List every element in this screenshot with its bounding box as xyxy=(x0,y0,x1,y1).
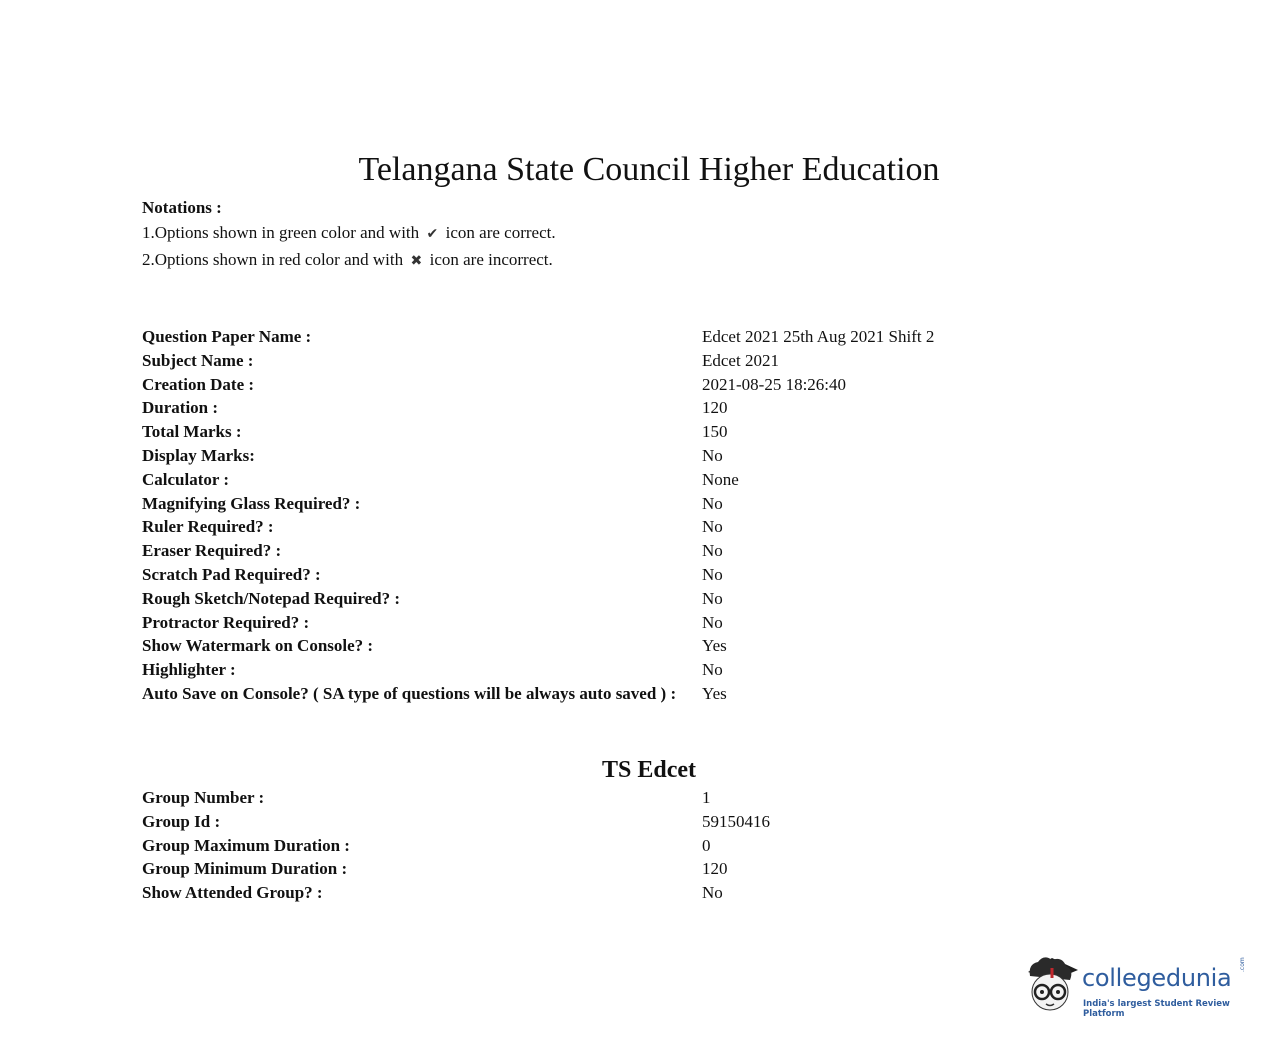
info-value: 150 xyxy=(702,422,728,442)
info-label: Rough Sketch/Notepad Required? : xyxy=(142,588,401,608)
info-label: Question Paper Name : xyxy=(142,327,312,346)
notation-correct-text: 1.Options shown in green color and with xyxy=(142,223,420,242)
notations-heading: Notations : xyxy=(142,198,222,217)
logo-suffix: .com xyxy=(1239,957,1246,972)
info-label: Auto Save on Console? ( SA type of questions will be always auto saved ) : xyxy=(142,683,677,703)
info-value: Edcet 2021 xyxy=(702,350,779,370)
info-label: Show Attended Group? : xyxy=(142,883,323,903)
info-value: No xyxy=(702,517,723,537)
info-value: Yes xyxy=(702,683,727,703)
info-value: 120 xyxy=(702,398,728,418)
logo-name: collegedunia xyxy=(1082,964,1232,992)
info-label: Group Number : xyxy=(142,788,265,807)
info-label: Group Maximum Duration : xyxy=(142,835,350,855)
notation-incorrect xyxy=(142,247,556,274)
collegedunia-logo xyxy=(1022,950,1252,1020)
page-title: Telangana State Council Higher Education xyxy=(358,150,940,188)
logo-mascot-icon xyxy=(1022,950,1082,1020)
info-label: Eraser Required? : xyxy=(142,541,282,561)
notation-incorrect-text: 2.Options shown in red color and with xyxy=(142,250,404,269)
logo-tagline: India's largest Student Review Platform xyxy=(1083,999,1230,1019)
info-value: No xyxy=(702,883,723,903)
notations-section xyxy=(142,196,556,274)
info-label: Ruler Required? : xyxy=(142,517,274,537)
info-value: No xyxy=(702,564,723,584)
info-value: No xyxy=(702,588,723,608)
info-value: No xyxy=(702,493,723,513)
info-value: 2021-08-25 18:26:40 xyxy=(702,374,847,394)
info-label: Calculator : xyxy=(142,469,230,489)
info-label: Show Watermark on Console? : xyxy=(142,636,374,656)
info-value: Edcet 2021 25th Aug 2021 Shift 2 xyxy=(702,327,935,346)
info-value: No xyxy=(702,660,723,680)
info-value: Yes xyxy=(702,636,727,656)
info-label: Group Minimum Duration : xyxy=(142,859,348,879)
notation-correct xyxy=(142,220,556,247)
info-label: Display Marks: xyxy=(142,445,255,465)
info-label: Total Marks : xyxy=(142,422,242,442)
check-icon: ✔ xyxy=(426,226,439,242)
group-heading: TS Edcet xyxy=(601,757,696,783)
info-label: Group Id : xyxy=(142,811,221,831)
info-value: None xyxy=(702,469,739,489)
info-label: Magnifying Glass Required? : xyxy=(142,493,361,513)
info-label: Protractor Required? : xyxy=(142,612,310,632)
notation-incorrect-suffix: icon are incorrect. xyxy=(429,250,553,269)
info-value: 0 xyxy=(702,835,711,855)
info-value: 59150416 xyxy=(702,811,770,831)
info-label: Duration : xyxy=(142,398,219,418)
notation-correct-suffix: icon are correct. xyxy=(445,223,556,242)
info-value: 1 xyxy=(702,788,711,807)
info-value: No xyxy=(702,612,723,632)
info-label: Highlighter : xyxy=(142,660,236,680)
cross-icon: ✖ xyxy=(410,253,423,269)
info-label: Creation Date : xyxy=(142,374,255,394)
info-value: 120 xyxy=(702,859,728,879)
info-label: Scratch Pad Required? : xyxy=(142,564,321,584)
info-label: Subject Name : xyxy=(142,350,254,370)
info-value: No xyxy=(702,445,723,465)
info-value: No xyxy=(702,541,723,561)
